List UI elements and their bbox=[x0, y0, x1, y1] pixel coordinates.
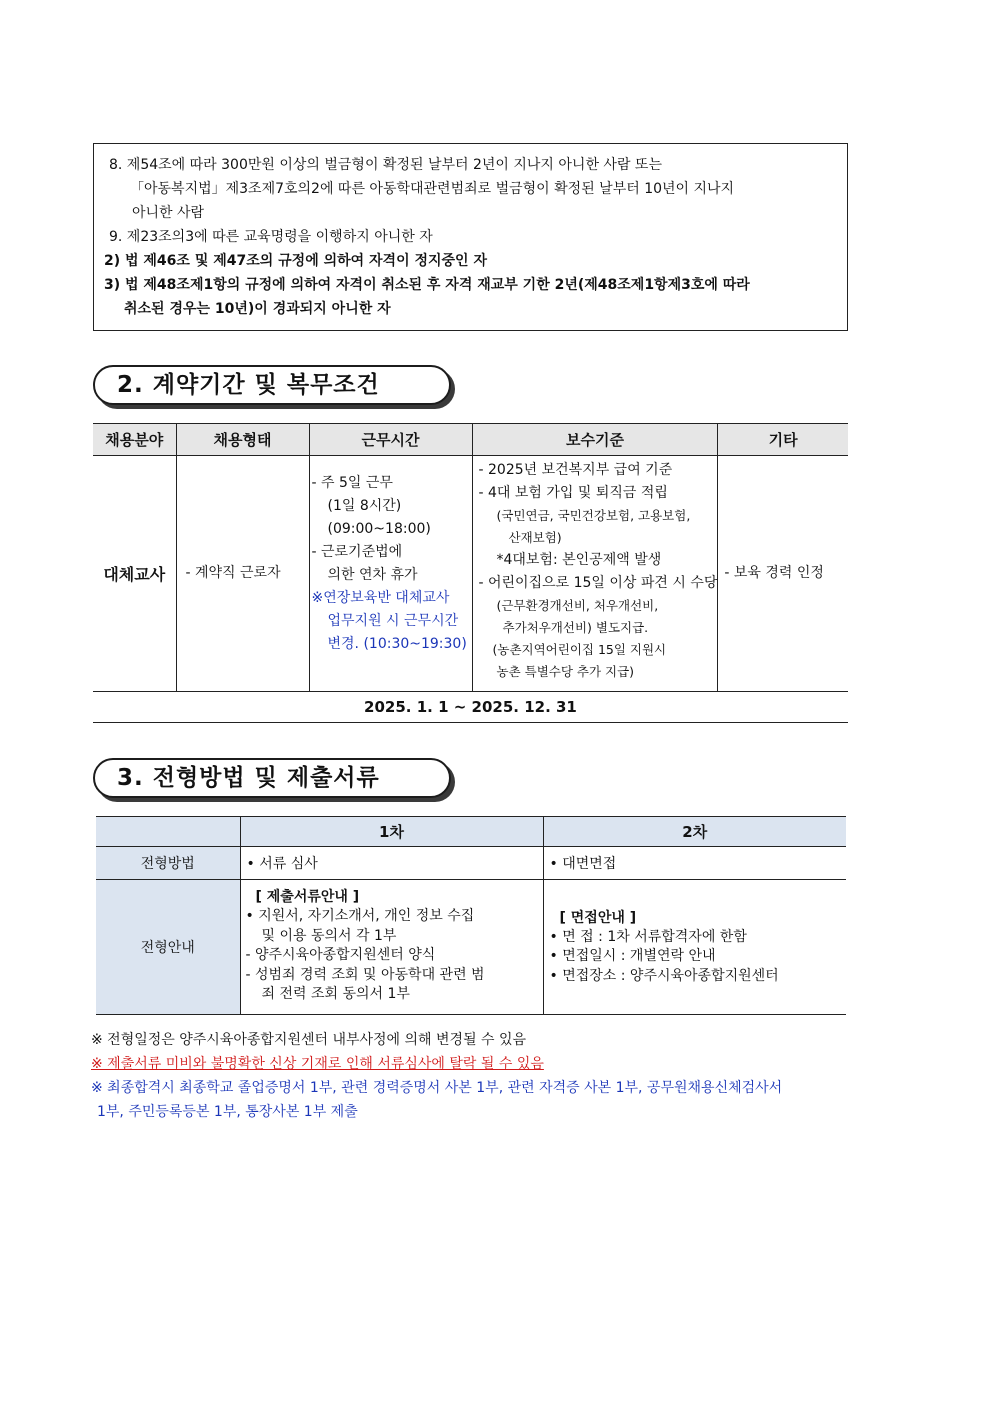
interview-line1: • 면 접 : 1차 서류합격자에 한함 bbox=[549, 928, 747, 945]
section-3-title: 3. 전형방법 및 제출서류 bbox=[93, 758, 451, 798]
guide-row bbox=[96, 880, 846, 1015]
header-type: 채용형태 bbox=[176, 424, 309, 456]
method-round2: • 대면면접 bbox=[543, 847, 846, 880]
docs-title: [ 제출서류안내 ] bbox=[255, 889, 360, 905]
guide-round1 bbox=[240, 880, 543, 1015]
docs-line4: - 성범죄 경력 조회 및 아동학대 관련 범 bbox=[245, 966, 485, 983]
guide-round2 bbox=[543, 880, 846, 1015]
disqualification-box bbox=[93, 143, 848, 331]
header-other: 기타 bbox=[718, 424, 848, 456]
hours-line4: - 근로기준법에 bbox=[311, 544, 403, 560]
pay-line8: 추가처우개선비) 별도지급. bbox=[502, 620, 649, 635]
hours-line5: 의한 연차 휴가 bbox=[327, 567, 418, 583]
field-cell: 대체교사 bbox=[93, 456, 176, 692]
item-9: 9. 제23조의3에 따른 교육명령을 이행하지 아니한 자 bbox=[109, 229, 433, 245]
header-round2: 2차 bbox=[543, 817, 846, 847]
hours-note1: ※연장보육반 대체교사 bbox=[311, 590, 450, 606]
hours-line2: (1일 8시간) bbox=[327, 498, 402, 514]
docs-line5: 죄 전력 조회 동의서 1부 bbox=[261, 986, 410, 1002]
header-hours: 근무시간 bbox=[309, 424, 472, 456]
contract-table bbox=[93, 423, 848, 723]
interview-line3: • 면접장소 : 양주시육아종합지원센터 bbox=[549, 967, 779, 984]
docs-line1: • 지원서, 자기소개서, 개인 정보 수집 bbox=[245, 908, 475, 924]
pay-line4: 산재보험) bbox=[508, 530, 562, 545]
selection-table bbox=[96, 816, 846, 1015]
docs-line2: 및 이용 동의서 각 1부 bbox=[261, 927, 397, 944]
period-row bbox=[93, 692, 848, 723]
item-8-line1: 8. 제54조에 따라 300만원 이상의 벌금형이 확정된 날부터 2년이 지나지 아니한 사람 또는 bbox=[109, 157, 662, 173]
contract-period: 2025. 1. 1 ~ 2025. 12. 31 bbox=[93, 692, 848, 723]
pay-line2: - 4대 보험 가입 및 퇴직금 적립 bbox=[478, 485, 668, 501]
method-row bbox=[96, 847, 846, 880]
employment-type: - 계약직 근로자 bbox=[185, 565, 281, 581]
note-final-docs-line1: ※ 최종합격시 최종학교 졸업증명서 1부, 관련 경력증명서 사본 1부, 관련 자격증 사본 1부, 공무원채용신체검사서 bbox=[91, 1080, 783, 1096]
contract-row bbox=[93, 456, 848, 692]
guide-label: 전형안내 bbox=[96, 880, 240, 1015]
pay-line1: - 2025년 보건복지부 급여 기준 bbox=[478, 462, 673, 478]
method-label: 전형방법 bbox=[96, 847, 240, 880]
hours-line3: (09:00~18:00) bbox=[327, 521, 431, 537]
interview-line2: • 면접일시 : 개별연락 안내 bbox=[549, 948, 716, 965]
item-8-line3: 아니한 사람 bbox=[132, 205, 205, 221]
pay-line5: *4대보험: 본인공제액 발생 bbox=[496, 552, 662, 568]
note-final-docs-line2: 1부, 주민등록등본 1부, 통장사본 1부 제출 bbox=[97, 1104, 358, 1120]
contract-table-header bbox=[93, 424, 848, 456]
header-pay: 보수기준 bbox=[472, 424, 718, 456]
header-round1: 1차 bbox=[240, 817, 543, 847]
other-text: - 보육 경력 인정 bbox=[724, 565, 824, 581]
pay-line3: (국민연금, 국민건강보험, 고용보험, bbox=[496, 508, 691, 523]
note-documents-warning: ※ 제출서류 미비와 불명확한 신상 기재로 인해 서류심사에 탈락 될 수 있음 bbox=[91, 1056, 544, 1072]
hours-note2: 업무지원 시 근무시간 bbox=[327, 613, 459, 629]
work-hours-cell bbox=[309, 456, 472, 692]
other-cell bbox=[718, 456, 848, 692]
method-round1: • 서류 심사 bbox=[240, 847, 543, 880]
header-field: 채용분야 bbox=[93, 424, 176, 456]
pay-line7: (근무환경개선비, 처우개선비, bbox=[496, 598, 659, 613]
selection-table-header bbox=[96, 817, 846, 847]
item-3-line2: 취소된 경우는 10년)이 경과되지 아니한 자 bbox=[124, 301, 391, 317]
item-3-line1: 3) 법 제48조제1항의 규정에 의하여 자격이 취소된 후 자격 재교부 기한 2년(제48조제1항제3호에 따라 bbox=[104, 277, 750, 293]
pay-cell bbox=[472, 456, 718, 692]
pay-line6: - 어린이집으로 15일 이상 파견 시 수당 bbox=[478, 575, 718, 591]
section-2-title: 2. 계약기간 및 복무조건 bbox=[93, 365, 451, 405]
employment-type-cell bbox=[176, 456, 309, 692]
hours-note3: 변경. (10:30~19:30) bbox=[327, 636, 467, 652]
pay-line9: (농촌지역어린이집 15일 지원시 bbox=[492, 642, 667, 657]
note-schedule: ※ 전형일정은 양주시육아종합지원센터 내부사정에 의해 변경될 수 있음 bbox=[91, 1032, 527, 1048]
header-blank bbox=[96, 817, 240, 847]
interview-title: [ 면접안내 ] bbox=[559, 909, 637, 926]
docs-line3: - 양주시육아종합지원센터 양식 bbox=[245, 947, 436, 963]
pay-line10: 농촌 특별수당 추가 지급) bbox=[496, 664, 635, 679]
hours-line1: - 주 5일 근무 bbox=[311, 475, 393, 491]
item-8-line2: 「아동복지법」제3조제7호의2에 따른 아동학대관련범죄로 벌금형이 확정된 날부터 10년이 지나지 bbox=[130, 181, 735, 197]
item-2: 2) 법 제46조 및 제47조의 규정에 의하여 자격이 정지중인 자 bbox=[104, 253, 487, 269]
